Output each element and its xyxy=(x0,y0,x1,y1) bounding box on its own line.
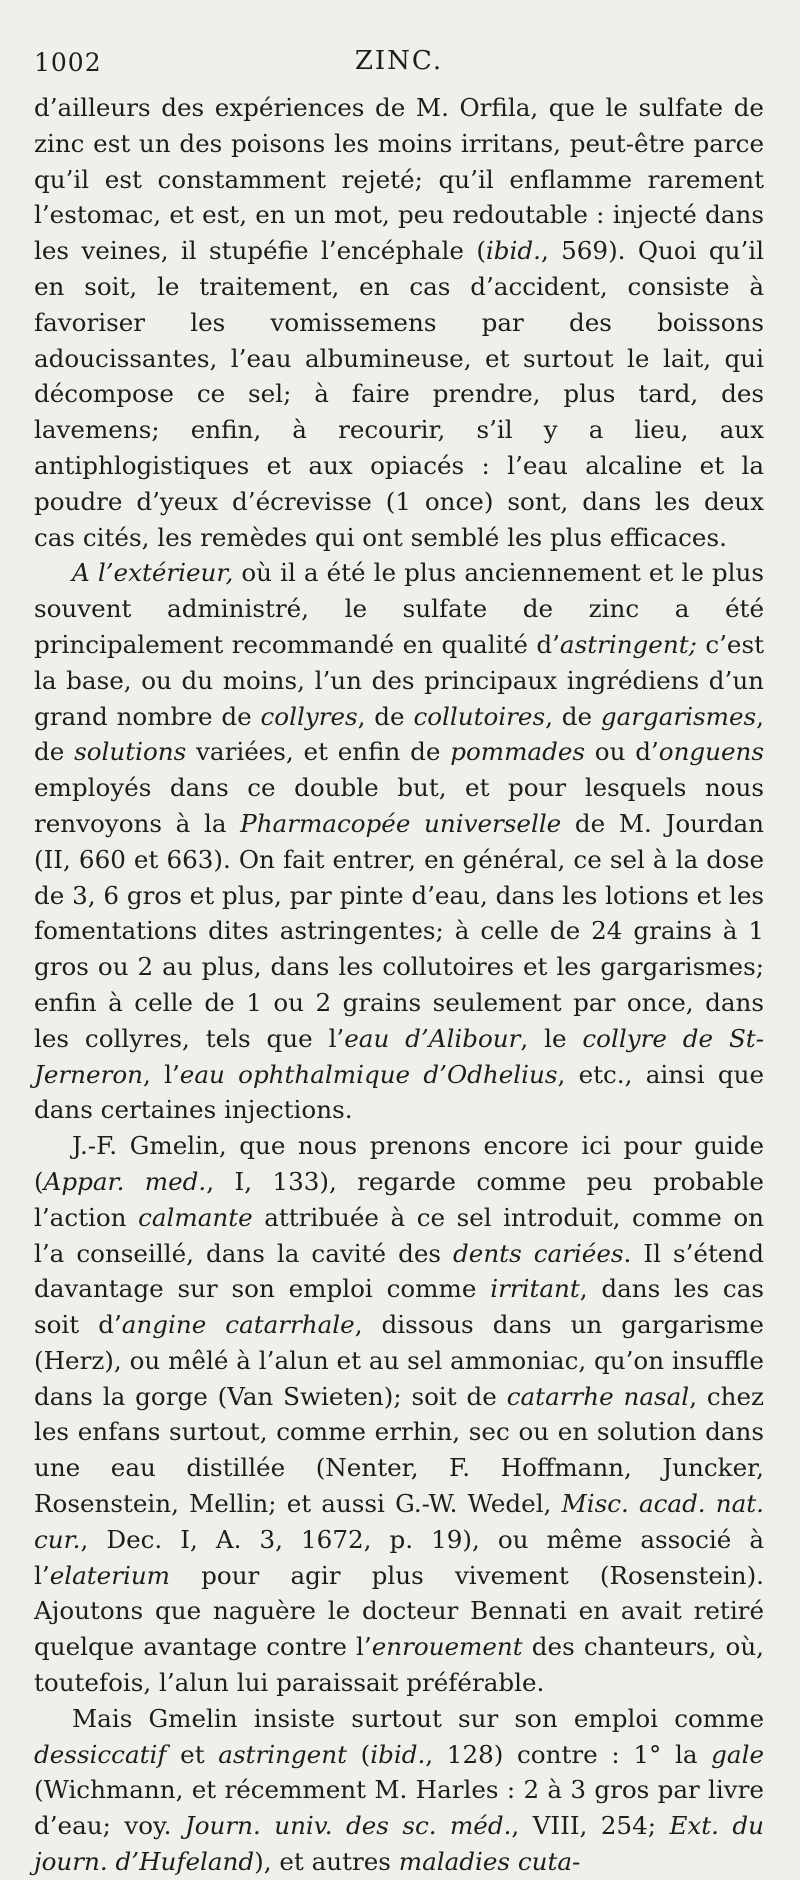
text-run: employés dans ce double but, et pour lesquels nous renvoyons à la xyxy=(34,773,764,838)
italic-text: Journ. univ. des sc. méd. xyxy=(184,1811,512,1841)
text-run: , Dec. I, A. 3, 1672, p. 19), ou même associé à l’ xyxy=(34,1524,764,1590)
page-number: 1002 xyxy=(34,48,102,77)
paragraph xyxy=(34,1701,764,1880)
italic-text: collutoires xyxy=(413,701,546,731)
italic-text: angine catarrhale xyxy=(121,1310,355,1340)
text-run: pour agir plus vivement (Rosenstein). Ajoutons que naguère le docteur Bennati en avait retiré quelque avantage contre l’ xyxy=(34,1560,764,1662)
italic-text: onguens xyxy=(658,737,765,767)
italic-text: ibid. xyxy=(370,1739,426,1769)
italic-text: irritant xyxy=(490,1274,580,1304)
text-run: , I, 133), regarde comme peu probable l’action xyxy=(34,1166,764,1232)
paragraph xyxy=(34,1128,764,1701)
text-run: d’ailleurs des expériences de M. Orfila, que le sulfate de zinc est un des poisons les moins irritans, peut-être parce qu’il est constamment rejeté; qu’il enflamme rarement l’estomac, et est, en un mot, peu redoutable : injecté dans les veines, il stupéfie l’encéphale ( xyxy=(34,93,764,266)
italic-text: calmante xyxy=(138,1202,253,1232)
running-head: ZINC. xyxy=(354,46,444,76)
text-run: , 128) contre : 1° la xyxy=(425,1739,712,1769)
paragraph xyxy=(34,90,764,555)
italic-text: Appar. med. xyxy=(43,1166,207,1196)
italic-text: maladies cuta- xyxy=(398,1847,581,1877)
text-run: , le xyxy=(520,1023,583,1053)
paragraph xyxy=(34,555,764,1128)
text-run: , de xyxy=(545,701,601,731)
text-run: ), et autres xyxy=(254,1847,399,1877)
text-run: (Wichmann, et récemment M. Harles : 2 à 3 gros par livre d’eau; voy. xyxy=(34,1775,764,1841)
italic-text: astringent xyxy=(218,1739,347,1769)
italic-text: Ext. du journ. d’Hufeland xyxy=(34,1811,764,1877)
text-run: ( xyxy=(346,1739,371,1769)
italic-text: eau d’Alibour xyxy=(344,1023,521,1053)
italic-text: dents cariées xyxy=(453,1238,624,1268)
italic-text: gale xyxy=(711,1739,764,1769)
text-run: Mais Gmelin insiste surtout sur son emploi comme xyxy=(72,1703,764,1733)
italic-text: enrouement xyxy=(371,1632,523,1662)
italic-text: astringent; xyxy=(559,629,697,659)
text-run: ou d’ xyxy=(585,737,659,767)
text-run: , VIII, 254; xyxy=(511,1811,670,1841)
page-header xyxy=(34,42,764,90)
body-text xyxy=(34,90,764,1880)
italic-text: Pharmacopée universelle xyxy=(240,808,562,838)
italic-text: pommades xyxy=(450,737,585,767)
text-run: , dans les cas soit d’ xyxy=(34,1274,764,1340)
italic-text: dessiccatif xyxy=(34,1739,167,1769)
text-run: c’est la base, ou du moins, l’un des principaux ingrédiens d’un grand nombre de xyxy=(34,629,764,731)
text-run: , de xyxy=(357,701,414,731)
italic-text: collyre de St-Jerneron xyxy=(34,1023,765,1089)
text-run: . Il s’étend davantage sur son emploi comme xyxy=(34,1238,764,1304)
italic-text: eau ophthalmique d’Odhelius xyxy=(179,1059,558,1089)
text-run: variées, et enfin de xyxy=(186,737,451,767)
text-run: attribuée à ce sel introduit, comme on l’a conseillé, dans la cavité des xyxy=(34,1202,764,1268)
text-run: , 569). Quoi qu’il en soit, le traitement, en cas d’accident, consiste à favoriser les vomissemens par des boissons adoucissantes, l’eau albumineuse, et surtout le lait, qui décompose ce sel; à faire prendre, plus tard, des lavemens; enfin, à recourir, s’il y a lieu, aux antiphlogistiques et aux opiacés : l’eau alcaline et la poudre d’yeux d’écrevisse (1 once) sont, dans les deux cas cités, les remèdes qui ont semblé les plus efficaces. xyxy=(34,236,764,552)
text-run: où il a été le plus anciennement et le plus souvent administré, le sulfate de zinc a été principalement recommandé en qualité d’ xyxy=(34,558,765,659)
text-run: et xyxy=(166,1739,219,1769)
text-run: J.-F. Gmelin, que nous prenons encore ici pour guide ( xyxy=(34,1131,764,1196)
italic-text: elaterium xyxy=(49,1560,170,1590)
italic-text: collyres xyxy=(260,701,358,731)
italic-text: catarrhe nasal xyxy=(506,1381,690,1411)
text-run: , chez les enfans surtout, comme errhin, sec ou en solution dans une eau distillée (Nenter, F. Hoffmann, Juncker, Rosenstein, Mellin; et aussi G.-W. Wedel, xyxy=(34,1381,765,1519)
italic-text: solutions xyxy=(74,737,187,767)
italic-text: A l’extérieur, xyxy=(72,558,234,588)
italic-text: ibid. xyxy=(485,236,541,266)
text-run: , de xyxy=(34,701,764,767)
text-run: de M. Jourdan (II, 660 et 663). On fait entrer, en général, ce sel à la dose de 3, 6 gros et plus, par pinte d’eau, dans les lotions et les fomentations dites astringentes; à celle de 24 grains à 1 gros ou 2 au plus, dans les collutoires et les gargarismes; enfin à celle de 1 ou 2 grains seulement par once, dans les collyres, tels que l’ xyxy=(34,808,764,1053)
text-run: , dissous dans un gargarisme (Herz), ou mêlé à l’alun et au sel ammoniac, qu’on insuffle dans la gorge (Van Swieten); soit de xyxy=(34,1310,764,1411)
italic-text: Misc. acad. nat. cur. xyxy=(34,1489,764,1554)
text-run: , l’ xyxy=(142,1059,180,1089)
text-run: , etc., ainsi que dans certaines injections. xyxy=(34,1059,764,1125)
text-run: des chanteurs, où, toutefois, l’alun lui paraissait préférable. xyxy=(34,1632,764,1698)
italic-text: gargarismes xyxy=(600,701,757,731)
